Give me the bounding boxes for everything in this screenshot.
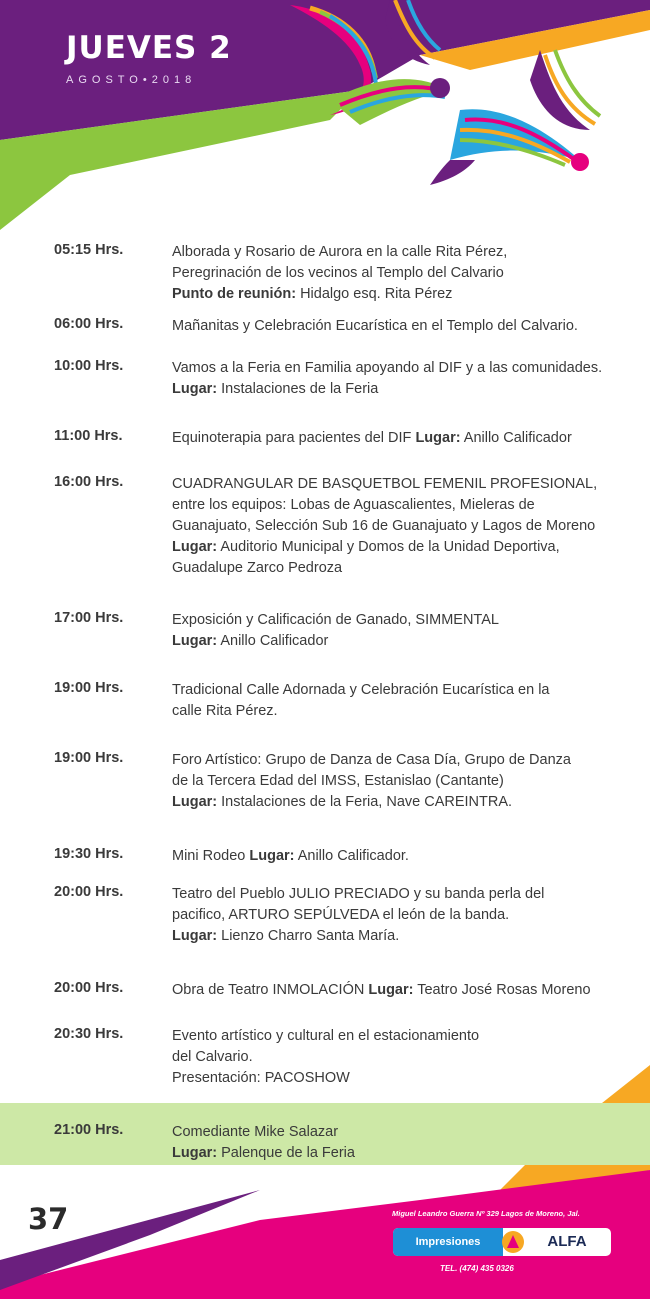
- event-text: Mini Rodeo: [172, 848, 250, 864]
- event-description-line: [172, 926, 644, 947]
- event-description-line: [172, 610, 644, 631]
- event-text: Instalaciones de la Feria, Nave CAREINTRA.: [217, 794, 513, 810]
- event-text: del Calvario.: [172, 1049, 253, 1065]
- event-label: Lugar:: [172, 633, 218, 649]
- event-description-line: [172, 701, 644, 722]
- event-description: [172, 680, 644, 722]
- swallow-illustration-2: [430, 50, 600, 185]
- event-description: [172, 474, 644, 579]
- event-label: Lugar:: [249, 848, 295, 864]
- event-description-line: [172, 792, 644, 813]
- event-description: [172, 1026, 644, 1089]
- event-description-line: [172, 537, 644, 558]
- event-text: Instalaciones de la Feria: [217, 381, 379, 397]
- event-label: Lugar:: [172, 794, 218, 810]
- event-time: 16:00 Hrs.: [54, 474, 124, 490]
- event-description: [172, 884, 644, 947]
- event-description: [172, 316, 644, 337]
- event-text: Lienzo Charro Santa María.: [217, 928, 400, 944]
- event-description: [172, 358, 644, 400]
- footer-banner: [0, 1060, 650, 1299]
- event-time: 10:00 Hrs.: [54, 358, 124, 374]
- event-text: Teatro José Rosas Moreno: [413, 982, 591, 998]
- event-text: Anillo Calificador: [460, 430, 572, 446]
- logo-text-alfa: ALFA: [547, 1233, 587, 1250]
- event-description: [172, 610, 644, 652]
- event-description-line: [172, 495, 644, 516]
- event-description-line: [172, 474, 644, 495]
- event-text: Anillo Calificador.: [294, 848, 409, 864]
- event-label: Lugar:: [172, 539, 218, 555]
- event-time: 20:30 Hrs.: [54, 1026, 124, 1042]
- event-text: Guanajuato, Selección Sub 16 de Guanajuato y Lagos de Moreno: [172, 518, 596, 534]
- event-text: Hidalgo esq. Rita Pérez: [296, 286, 453, 302]
- event-description-line: [172, 631, 644, 652]
- event-time: 21:00 Hrs.: [54, 1122, 124, 1138]
- printer-logo: [393, 1228, 611, 1256]
- event-text: Presentación: PACOSHOW: [172, 1070, 350, 1086]
- event-text: calle Rita Pérez.: [172, 703, 278, 719]
- event-time: 11:00 Hrs.: [54, 428, 123, 444]
- event-description-line: [172, 1122, 644, 1143]
- event-description: [172, 1122, 644, 1164]
- event-text: Teatro del Pueblo JULIO PRECIADO y su banda perla del: [172, 886, 545, 902]
- event-description-line: [172, 905, 644, 926]
- event-description-line: [172, 846, 644, 867]
- event-description-line: [172, 428, 644, 449]
- event-text: CUADRANGULAR DE BASQUETBOL FEMENIL PROFESIONAL,: [172, 476, 598, 492]
- event-text: Palenque de la Feria: [217, 1145, 355, 1161]
- event-text: Alborada y Rosario de Aurora en la calle Rita Pérez,: [172, 244, 508, 260]
- event-description: [172, 846, 644, 867]
- event-time: 17:00 Hrs.: [54, 610, 124, 626]
- event-text: Vamos a la Feria en Familia apoyando al DIF y a las comunidades.: [172, 360, 603, 376]
- event-text: pacifico, ARTURO SEPÚLVEDA el león de la banda.: [172, 907, 510, 923]
- logo-mark-icon: [501, 1230, 525, 1254]
- event-text: Evento artístico y cultural en el estacionamiento: [172, 1028, 480, 1044]
- event-description-line: [172, 558, 644, 579]
- page-title: JUEVES 2: [66, 30, 232, 66]
- event-text: de la Tercera Edad del IMSS, Estanislao (Cantante): [172, 773, 504, 789]
- event-description: [172, 750, 644, 813]
- event-description: [172, 980, 644, 1001]
- event-description-line: [172, 1047, 644, 1068]
- page-number: 37: [28, 1202, 69, 1236]
- event-text: Obra de Teatro INMOLACIÓN: [172, 982, 369, 998]
- event-description-line: [172, 680, 644, 701]
- event-description: [172, 242, 644, 305]
- page-subtitle-date: AGOSTO•2018: [66, 74, 197, 86]
- event-text: Anillo Calificador: [217, 633, 329, 649]
- event-description-line: [172, 771, 644, 792]
- event-text: Comediante Mike Salazar: [172, 1124, 339, 1140]
- event-time: 06:00 Hrs.: [54, 316, 124, 332]
- event-description-line: [172, 884, 644, 905]
- event-description: [172, 428, 644, 449]
- event-label: Lugar:: [172, 1145, 218, 1161]
- event-time: 20:00 Hrs.: [54, 980, 124, 996]
- event-description-line: [172, 263, 644, 284]
- event-text: Exposición y Calificación de Ganado, SIMMENTAL: [172, 612, 499, 628]
- event-description-line: [172, 284, 644, 305]
- event-time: 19:30 Hrs.: [54, 846, 124, 862]
- event-time: 19:00 Hrs.: [54, 750, 124, 766]
- event-description-line: [172, 316, 644, 337]
- event-text: Guadalupe Zarco Pedroza: [172, 560, 343, 576]
- event-description-line: [172, 516, 644, 537]
- logo-text-impresiones: Impresiones: [393, 1228, 503, 1256]
- event-text: Equinoterapia para pacientes del DIF: [172, 430, 416, 446]
- event-description-line: [172, 379, 644, 400]
- event-text: entre los equipos: Lobas de Aguascalientes, Mieleras de: [172, 497, 535, 513]
- event-description-line: [172, 1026, 644, 1047]
- event-time: 05:15 Hrs.: [54, 242, 124, 258]
- event-time: 19:00 Hrs.: [54, 680, 124, 696]
- event-text: Tradicional Calle Adornada y Celebración Eucarística en la: [172, 682, 550, 698]
- printer-address: Miguel Leandro Guerra Nº 329 Lagos de Moreno, Jal.: [392, 1209, 580, 1218]
- event-text: Mañanitas y Celebración Eucarística en el Templo del Calvario.: [172, 318, 578, 334]
- printer-phone: TEL. (474) 435 0326: [440, 1264, 514, 1273]
- event-label: Lugar:: [415, 430, 461, 446]
- event-description-line: [172, 1143, 644, 1164]
- event-description-line: [172, 358, 644, 379]
- event-label: Lugar:: [172, 381, 218, 397]
- event-label: Lugar:: [368, 982, 414, 998]
- event-label: Punto de reunión:: [172, 286, 297, 302]
- event-description-line: [172, 1068, 644, 1089]
- event-description-line: [172, 750, 644, 771]
- event-text: Foro Artístico: Grupo de Danza de Casa Día, Grupo de Danza: [172, 752, 571, 768]
- event-description-line: [172, 242, 644, 263]
- event-text: Auditorio Municipal y Domos de la Unidad Deportiva,: [217, 539, 560, 555]
- event-description-line: [172, 980, 644, 1001]
- event-text: Peregrinación de los vecinos al Templo del Calvario: [172, 265, 504, 281]
- event-label: Lugar:: [172, 928, 218, 944]
- event-time: 20:00 Hrs.: [54, 884, 124, 900]
